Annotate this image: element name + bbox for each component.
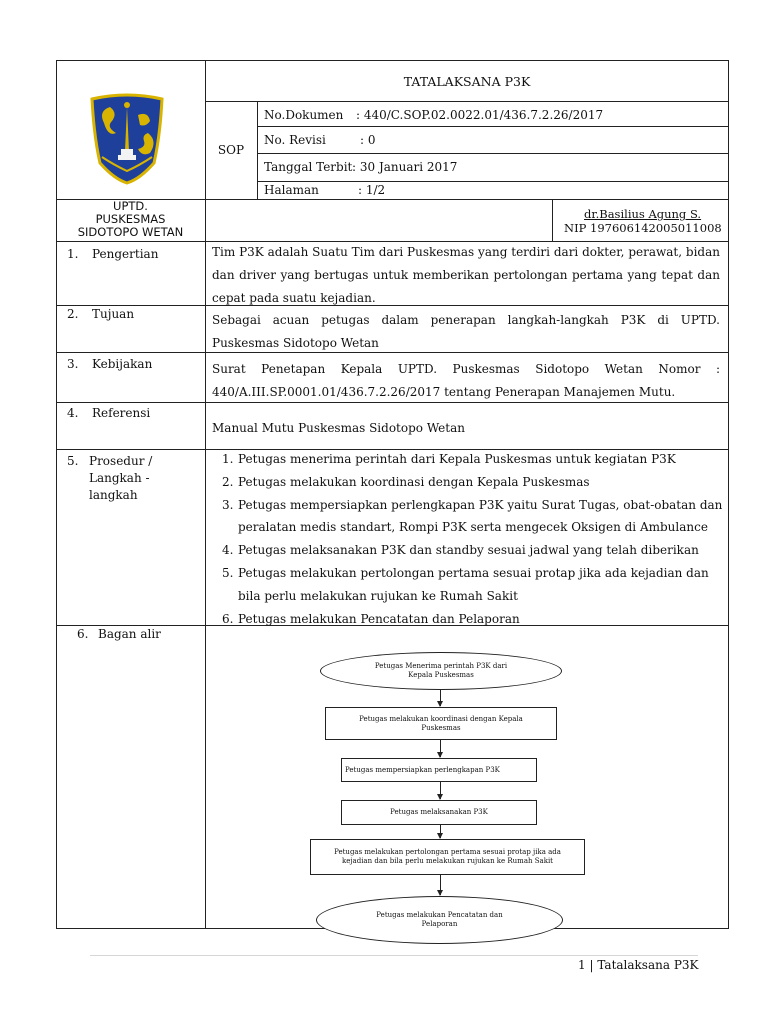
section-6-number: 6. xyxy=(77,627,89,641)
flow-node-1-line2: Kepala Puskesmas xyxy=(408,671,474,679)
step-5-text-cont: bila perlu melakukan rujukan ke Rumah Sakit xyxy=(238,589,518,603)
referensi-text: Manual Mutu Puskesmas Sidotopo Wetan xyxy=(212,421,465,435)
kebijakan-text: Surat Penetapan Kepala UPTD. Puskesmas Sidotopo Wetan Nomor : 440/A.III.SP.0001.01/436.7.2.26/2017 tentang Penerapan Manajemen Mutu. xyxy=(212,362,720,399)
section-1-label: Pengertian xyxy=(92,247,159,261)
section-5-label-line1: Prosedur / xyxy=(89,454,153,468)
tujuan-text: Sebagai acuan petugas dalam penerapan langkah-langkah P3K di UPTD. Puskesmas Sidotopo Wetan xyxy=(212,313,720,350)
step-3-text: Petugas mempersiapkan perlengkapan P3K yaitu Surat Tugas, obat-obatan dan xyxy=(238,498,723,512)
step-2-text: Petugas melakukan koordinasi dengan Kepala Puskesmas xyxy=(238,475,590,489)
pengertian-text: Tim P3K adalah Suatu Tim dari Puskesmas yang terdiri dari dokter, perawat, bidan dan driver yang bertugas untuk memberikan pertolongan pertama yang tepat dan cepat pada suatu kejadian. xyxy=(212,245,720,305)
footer-page-number: 1 xyxy=(578,958,586,972)
flow-node-1 xyxy=(320,652,562,690)
flow-node-2 xyxy=(325,707,557,740)
revision-value: : 0 xyxy=(360,133,376,147)
section-6-label: Bagan alir xyxy=(98,627,161,641)
section-4-label: Referensi xyxy=(92,406,151,420)
footer-separator: | xyxy=(589,958,594,972)
flow-node-6 xyxy=(316,896,563,944)
flow-arrow-3 xyxy=(440,782,441,799)
step-3-number: 3. xyxy=(222,498,234,512)
footer-title: Tatalaksana P3K xyxy=(597,958,699,972)
section-5-number: 5. xyxy=(67,454,79,468)
step-5-number: 5. xyxy=(222,566,234,580)
section-2-number: 2. xyxy=(67,307,79,321)
step-6-text: Petugas melakukan Pencatatan dan Pelaporan xyxy=(238,612,520,626)
flow-node-3-line1: Petugas mempersiapkan perlengkapan P3K xyxy=(345,765,500,774)
section-5-label-line3: langkah xyxy=(89,488,138,502)
footer xyxy=(578,958,699,973)
flow-node-6-line1: Petugas melakukan Pencatatan dan xyxy=(376,911,503,919)
flow-arrow-4 xyxy=(440,825,441,838)
flow-node-4-line1: Petugas melaksanakan P3K xyxy=(390,808,488,816)
section-3-label: Kebijakan xyxy=(92,357,153,371)
revision-label: No. Revisi xyxy=(264,133,326,147)
step-5-text: Petugas melakukan pertolongan pertama sesuai protap jika ada kejadian dan xyxy=(238,566,709,580)
step-1-text: Petugas menerima perintah dari Kepala Puskesmas untuk kegiatan P3K xyxy=(238,452,676,466)
org-name-line2: PUSKESMAS xyxy=(95,212,166,226)
doc-number-value: : 440/C.SOP.02.0022.01/436.7.2.26/2017 xyxy=(356,108,604,122)
section-3-number: 3. xyxy=(67,357,79,371)
footer-rule xyxy=(90,955,698,956)
flow-node-2-line2: Puskesmas xyxy=(421,723,461,732)
flow-arrow-5 xyxy=(440,875,441,895)
issue-date-label: Tanggal Terbit xyxy=(264,160,353,174)
section-1-number: 1. xyxy=(67,247,79,261)
signatory-nip: NIP 197606142005011008 xyxy=(564,221,722,235)
flow-node-1-line1: Petugas Menerima perintah P3K dari xyxy=(374,662,508,670)
section-4-number: 4. xyxy=(67,406,79,420)
flow-arrow-2 xyxy=(440,740,441,757)
flow-node-5-line1: Petugas melakukan pertolongan pertama sesuai protap jika ada xyxy=(334,848,561,856)
flow-node-5-line2: kejadian dan bila perlu melakukan rujukan ke Rumah Sakit xyxy=(341,857,553,865)
org-name-line3: SIDOTOPO WETAN xyxy=(77,225,184,239)
doc-number-label: No.Dokumen xyxy=(264,108,344,122)
org-name-line1: UPTD. xyxy=(113,199,148,213)
flow-node-3 xyxy=(341,758,537,782)
section-5-label-line2: Langkah - xyxy=(89,471,150,485)
page-value: : 1/2 xyxy=(358,183,386,197)
page-label: Halaman xyxy=(264,183,319,197)
flow-arrow-1 xyxy=(440,690,441,706)
flow-node-5 xyxy=(310,839,585,875)
step-1-number: 1. xyxy=(222,452,234,466)
step-2-number: 2. xyxy=(222,475,234,489)
flow-node-2-line1: Petugas melakukan koordinasi dengan Kepala xyxy=(359,714,523,723)
city-emblem-logo xyxy=(88,93,166,185)
flow-node-4 xyxy=(341,800,537,825)
step-6-number: 6. xyxy=(222,612,234,626)
sop-label: SOP xyxy=(217,143,245,157)
section-2-label: Tujuan xyxy=(92,307,135,321)
step-4-text: Petugas melaksanakan P3K dan standby sesuai jadwal yang telah diberikan xyxy=(238,543,699,557)
step-4-number: 4. xyxy=(222,543,234,557)
issue-date-value: : 30 Januari 2017 xyxy=(352,160,458,174)
flow-node-6-line2: Pelaporan xyxy=(421,920,458,928)
step-3-text-cont: peralatan medis standart, Rompi P3K serta mengecek Oksigen di Ambulance xyxy=(238,520,708,534)
signatory-name: dr.Basilius Agung S. xyxy=(584,207,702,221)
document-title: TATALAKSANA P3K xyxy=(403,74,531,89)
